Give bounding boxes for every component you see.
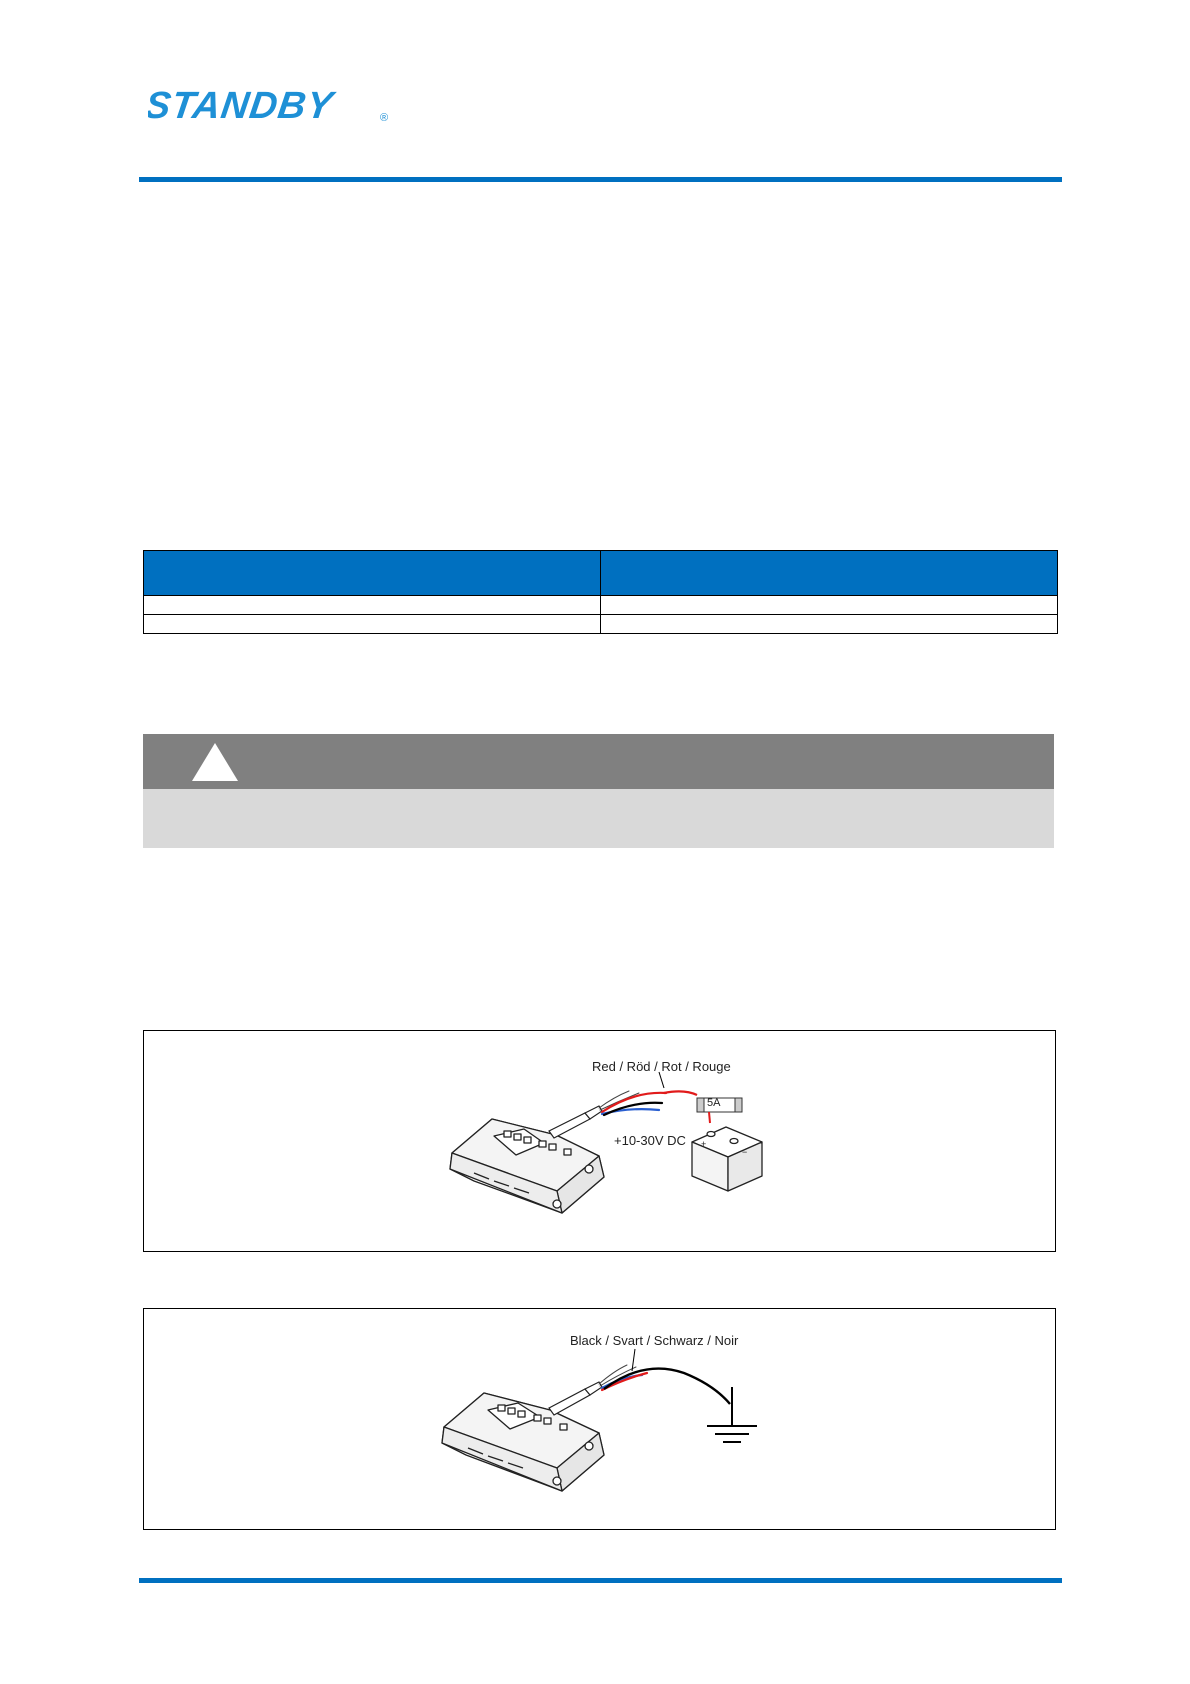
control-panel-device-illustration <box>442 1393 604 1491</box>
warning-box <box>143 734 1054 848</box>
table-header-cell <box>144 551 601 596</box>
wire-bundle <box>599 1091 666 1115</box>
black-wire-label: Black / Svart / Schwarz / Noir <box>570 1333 739 1348</box>
fuse-to-battery-wire <box>709 1112 710 1123</box>
black-wire <box>604 1369 730 1404</box>
header-rule <box>139 177 1062 182</box>
control-panel-device-illustration <box>450 1119 604 1213</box>
table-cell <box>144 615 601 634</box>
power-wiring-figure <box>143 1030 1056 1252</box>
table-cell <box>601 596 1058 615</box>
warning-header <box>143 734 1054 789</box>
cable-sleeve-illustration <box>549 1106 602 1138</box>
red-label-leader <box>659 1072 664 1088</box>
voltage-label: +10-30V DC <box>614 1133 686 1148</box>
standby-logo <box>148 86 398 126</box>
svg-text:®: ® <box>380 112 389 124</box>
warning-body <box>143 789 1054 848</box>
table-header-row <box>144 551 1058 596</box>
warning-triangle-icon <box>191 742 239 782</box>
red-wire <box>664 1091 697 1095</box>
cable-sleeve-illustration <box>549 1382 602 1415</box>
fuse-rating-label: 5A <box>707 1097 721 1109</box>
spec-table <box>143 550 1058 634</box>
battery-icon <box>692 1127 762 1191</box>
table-row <box>144 596 1058 615</box>
footer-rule <box>139 1578 1062 1583</box>
ground-wiring-figure <box>143 1308 1056 1530</box>
svg-text:STANDBY: STANDBY <box>148 86 337 126</box>
table-cell <box>601 615 1058 634</box>
red-wire-label: Red / Röd / Rot / Rouge <box>592 1059 731 1074</box>
table-header-cell <box>601 551 1058 596</box>
table-row <box>144 615 1058 634</box>
svg-text:+: + <box>701 1139 707 1149</box>
svg-text:−: − <box>742 1147 748 1157</box>
standby-logo-mark <box>148 86 398 126</box>
ground-symbol-icon <box>707 1387 757 1442</box>
table-cell <box>144 596 601 615</box>
